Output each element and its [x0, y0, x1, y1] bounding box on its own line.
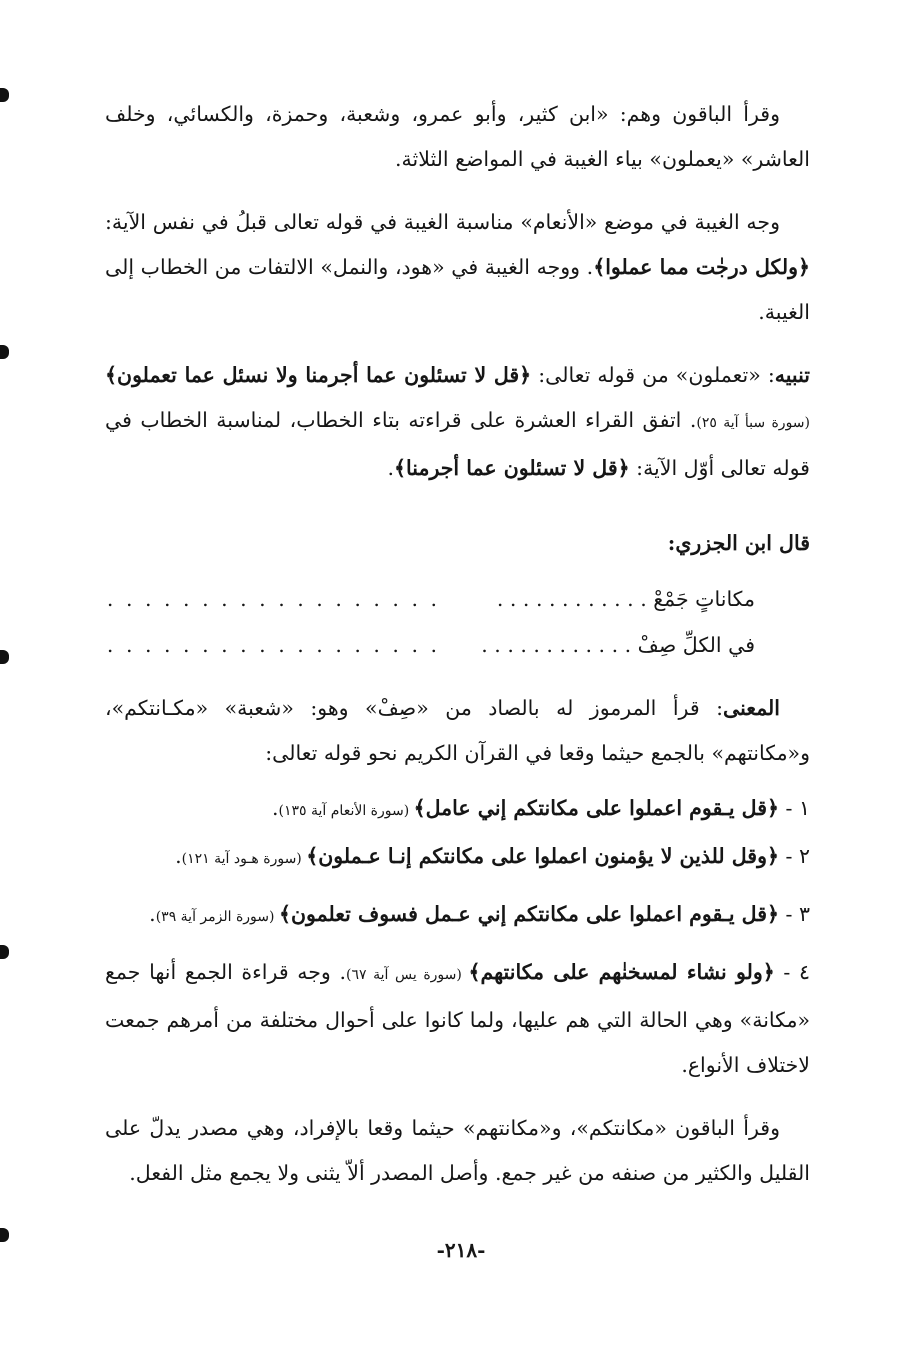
paragraph-text: وجه الغيبة في موضع «الأنعام» مناسبة الغيبة في قوله تعالى قبلُ في نفس الآية: [105, 210, 780, 234]
quran-verse: ﴿قل يـقوم اعملوا على مكانتكم إني عامل﴾ [413, 796, 780, 820]
meaning-label: المعنى [723, 696, 780, 720]
surah-reference: (سورة الزمر آية ٣٩) [155, 909, 279, 925]
list-text: . وجه قراءة الجمع أنها جمع «مكانة» وهي الحالة التي هم عليها، ولما كانوا على أحوال مختلفة من أمرهم جمعت لاختلاف الأنواع. [105, 960, 810, 1077]
quran-verse: ﴿وقل للذين لا يؤمنون اعملوا على مكانتكم إنـا عـملون﴾ [306, 844, 780, 868]
poem-hemistich-left: . . . . . . . . . . . . . . . . . . [106, 587, 440, 611]
quran-verse: ﴿قل يـقوم اعملوا على مكانتكم إني عـمل فسوف تعلمون﴾ [278, 902, 780, 926]
paragraph-text: . اتفق القراء العشرة على قراءته بتاء الخطاب، لمناسبة الخطاب في قوله تعالى أوّل الآية: [105, 408, 810, 480]
surah-reference: (سورة هـود آية ١٢١) [181, 851, 307, 867]
surah-reference: (سورة سبأ آية ٢٥) [696, 415, 810, 431]
list-text: . [175, 844, 182, 868]
poem-hemistich-left: . . . . . . . . . . . . . . . . . . [106, 633, 440, 657]
list-number: ٣ - [779, 902, 810, 926]
list-text: . [272, 796, 279, 820]
list-number: ٢ - [779, 844, 810, 868]
page-number: -٢١٨- [436, 1238, 486, 1262]
surah-reference: (سورة الأنعام آية ١٣٥) [278, 803, 414, 819]
paragraph-readers [105, 92, 810, 182]
paragraph-text: . ووجه الغيبة في «هود، والنمل» الالتفات من الخطاب إلى الغيبة. [105, 255, 810, 324]
paragraph-note [105, 353, 810, 491]
poem-line [105, 622, 810, 668]
paragraph-text: : قرأ المرموز له بالصاد من «صِفْ» وهو: «شعبة» «مكـانتكم»، و«مكانتهم» بالجمع حيثما وقعا في القرآن الكريم نحو قوله تعالى: [105, 696, 810, 765]
verse-list [105, 786, 810, 1088]
list-item [105, 834, 810, 882]
quran-verse: ﴿قل لا تسئلون عما أجرمنا﴾ [394, 456, 630, 480]
quran-verse: ﴿ولو نشاء لمسخنٰهم على مكانتهم﴾ [468, 960, 775, 984]
list-item [105, 950, 810, 1088]
quote-heading [105, 521, 810, 566]
list-number: ٤ - [774, 960, 810, 984]
paragraph-text: وقرأ الباقون «مكانتكم»، و«مكانتهم» حيثما وقعا بالإفراد، وهي مصدر يدلّ على القليل والكثير من صنفه من غير جمع. وأصل المصدر ألاّ يثنى ولا يجمع مثل الفعل. [105, 1116, 810, 1185]
list-item [105, 892, 810, 940]
quran-verse: ﴿ولكل درجٰت مما عملوا﴾ [593, 255, 810, 279]
quran-verse: ﴿قل لا تسئلون عما أجرمنا ولا نسئل عما تعملون﴾ [105, 363, 532, 387]
page-body [105, 92, 810, 1196]
poem-hemistich-right: مكاناتٍ جَمْعْ . . . . . . . . . . . . [496, 587, 755, 611]
poem-hemistich-right: في الكلِّ صِفْ . . . . . . . . . . . . [481, 633, 755, 657]
paragraph-text: وقرأ الباقون وهم: «ابن كثير، وأبو عمرو، وشعبة، وحمزة، والكسائي، وخلف العاشر» «يعملون» بياء الغيبة في المواضع الثلاثة. [105, 102, 810, 171]
list-text: . [149, 902, 156, 926]
poem [105, 576, 810, 668]
surah-reference: (سورة يس آية ٦٧) [346, 967, 469, 983]
binder-mark [0, 88, 9, 102]
paragraph-meaning [105, 686, 810, 776]
binder-mark [0, 345, 9, 359]
poem-line [105, 576, 810, 622]
paragraph-text: . [387, 456, 395, 480]
quote-heading-text: قال ابن الجزري: [667, 531, 810, 555]
binder-mark [0, 945, 9, 959]
list-number: ١ - [779, 796, 810, 820]
paragraph-text: : «تعملون» من قوله تعالى: [531, 363, 775, 387]
note-label: تنبيه [774, 363, 810, 387]
paragraph-ghayba [105, 200, 810, 335]
paragraph-final [105, 1106, 810, 1196]
list-item [105, 786, 810, 834]
binder-mark [0, 650, 9, 664]
